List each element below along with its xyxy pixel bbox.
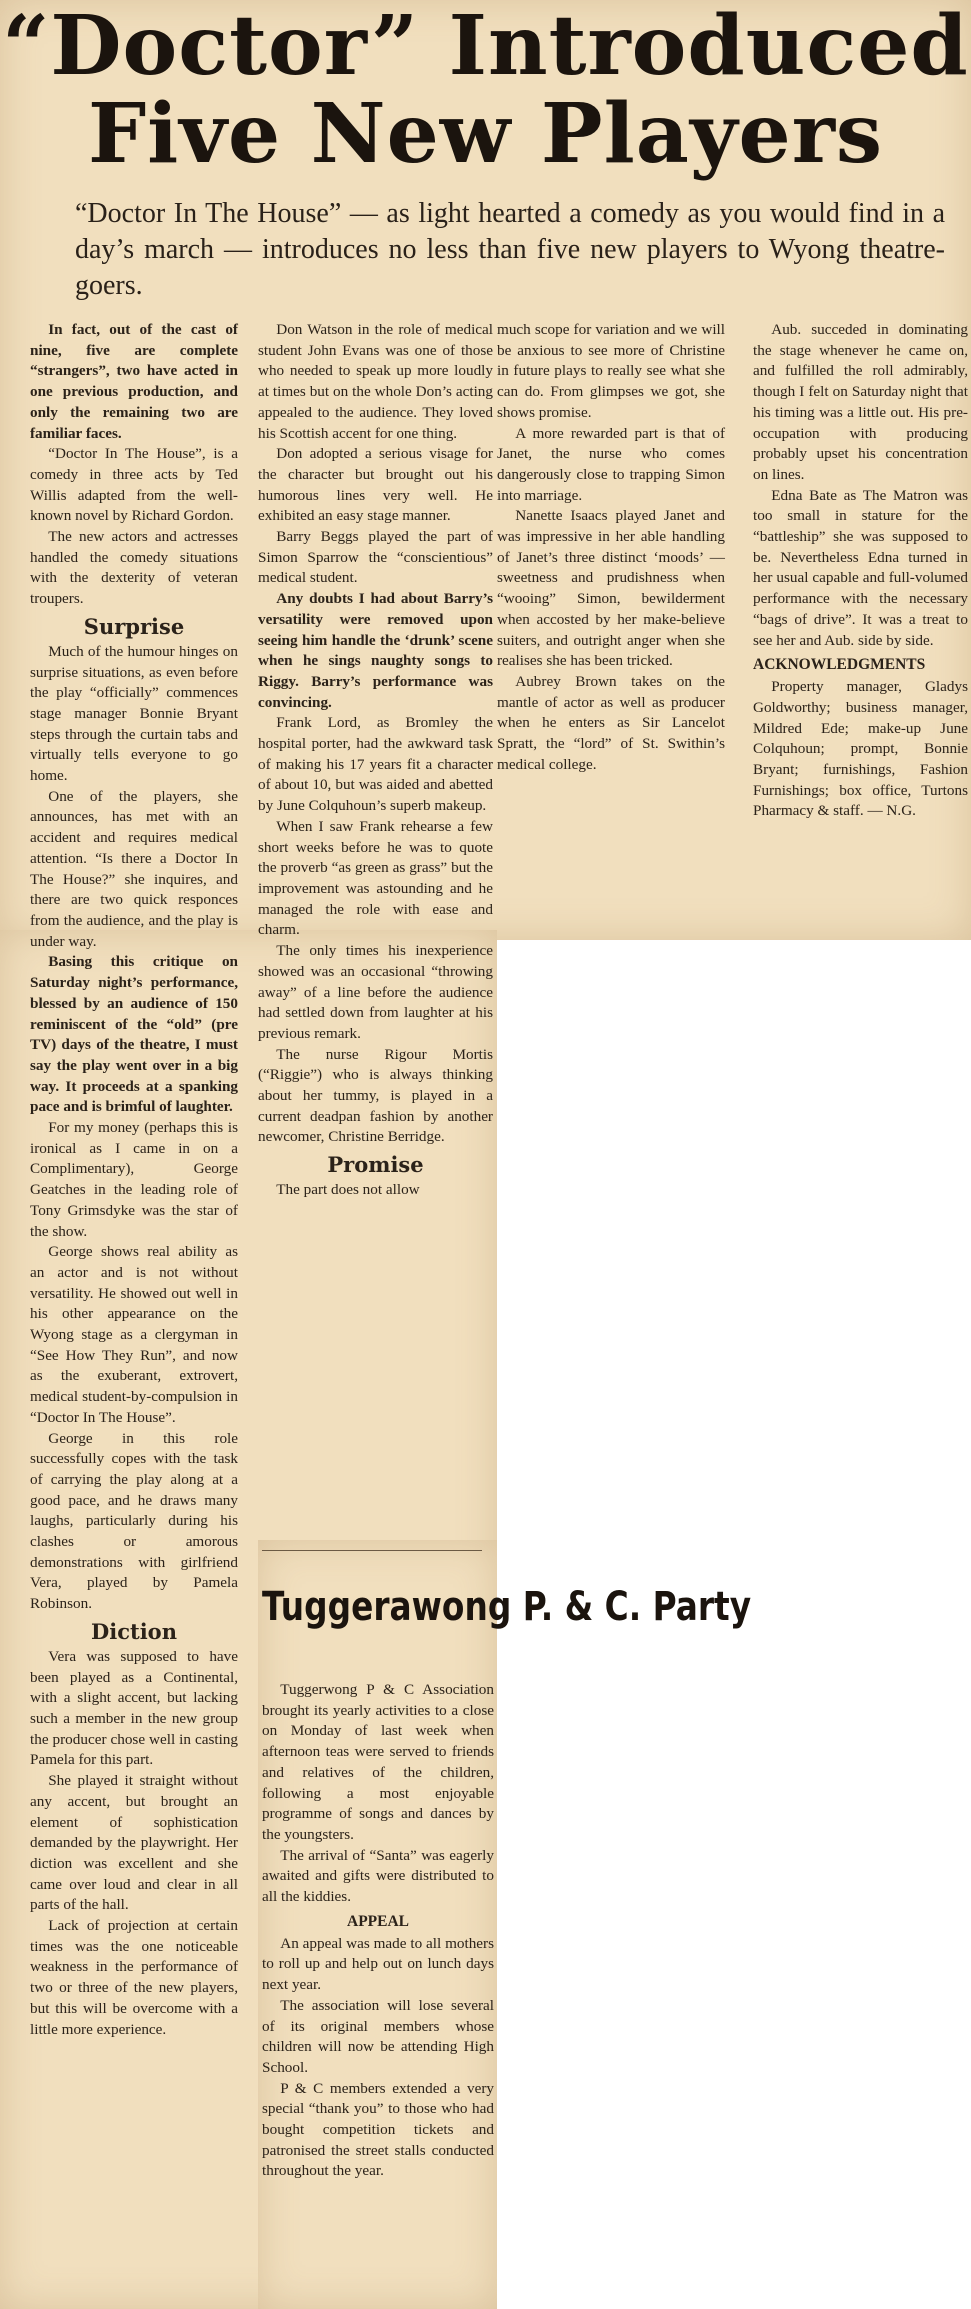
paragraph: Frank Lord, as Bromley the hospital porter, had the awkward task of making his 17 years fit a character of about 10, but was aided and abetted by June Colquhoun’s superb makeup. [258, 714, 493, 815]
paragraph: When I saw Frank rehearse a few short weeks before he was to quote the proverb “as green as grass” but the improvement was astounding and he managed the role with ease and charm. [258, 817, 493, 939]
section-divider [262, 1550, 482, 1551]
paragraph: Property manager, Gladys Goldworthy; business manager, Mildred Ede; make-up June Colquhoun; prompt, Bonnie Bryant; furnishings, Fashion Furnishings; box office, Turtons Pharmacy & staff. — N.G. [753, 678, 968, 820]
paragraph: George in this role successfully copes with the task of carrying the play along at a good pace, and he draws many laughs, particularly during his clashes or amorous demonstrations with girlfriend Vera, played by Pamela Robinson. [30, 1429, 238, 1613]
tuggerawong-headline: Tuggerawong P. & C. Party [262, 1584, 752, 1630]
paragraph: An appeal was made to all mothers to roll up and help out on lunch days next year. [262, 1934, 494, 1994]
paragraph: She played it straight without any accent, but brought an element of sophistication demanded by the playwright. Her diction was excellent and she came over loud and clear in all parts of the hall. [30, 1772, 238, 1914]
paragraph: Edna Bate as The Matron was too small in stature for the “battleship” she was supposed to be. Nevertheless Edna turned in her usual capable and full-volumed performance with the necessary “bags of drive”. It was a treat to see her and Aub. side by side. [753, 486, 968, 649]
paragraph: A more rewarded part is that of Janet, the nurse who comes dangerously close to trapping Simon into marriage. [497, 424, 725, 504]
paragraph: The arrival of “Santa” was eagerly awaited and gifts were distributed to all the kiddies. [262, 1846, 494, 1906]
subheading-acknowledgments: ACKNOWLEDGMENTS [753, 656, 926, 674]
paragraph: Don adopted a serious visage for the character but brought out his humorous lines very well. He exhibited an easy stage manner. [258, 445, 493, 525]
subheading-promise: Promise [327, 1152, 424, 1178]
paragraph: One of the players, she announces, has met with an accident and requires medical attention. “Is there a Doctor In The House?” she inquires, and there are two quick responces from the audience, and the play is under way. [30, 787, 238, 950]
paragraph: The nurse Rigour Mortis (“Riggie”) who is always thinking about her tummy, is played in a current deadpan fashion by another newcomer, Christine Berridge. [258, 1045, 493, 1146]
paragraph: The part does not allow [276, 1181, 420, 1199]
paragraph: George shows real ability as an actor and is not without versatility. He showed out well in his other appearance on the Wyong stage as a clergyman in “See How They Run”, and now as the exuberant, extrovert, medical student-by-compulsion in “Doctor In The House”. [30, 1243, 238, 1426]
paragraph: Barry Beggs played the part of Simon Sparrow the “conscientious” medical student. [258, 528, 493, 587]
paragraph: much scope for variation and we will be anxious to see more of Christine in future plays to really see what she can do. From glimpses we got, she shows promise. [497, 321, 725, 421]
paragraph: Don Watson in the role of medical student John Evans was one of those who needed to speak up more loudly at times but on the whole Don’s acting appealed to the audience. They loved his Scottish accent for one thing. [258, 321, 493, 442]
article-column-1 [30, 320, 238, 2040]
paragraph: Aubrey Brown takes on the mantle of actor as well as producer when he enters as Sir Lancelot Spratt, the “lord” of St. Swithin’s medical college. [497, 672, 725, 773]
article-column-4 [753, 320, 968, 822]
paragraph: “Doctor In The House”, is a comedy in three acts by Ted Willis adapted from the well-known novel by Richard Gordon. [30, 445, 238, 525]
paragraph: Basing this critique on Saturday night’s performance, blessed by an audience of 150 reminiscent of the “old” (pre TV) days of the theatre, I must say the play went over in a big way. It proceeds at a spanking pace and is brimful of laughter. [30, 953, 238, 1116]
subheading-diction: Diction [91, 1618, 177, 1644]
paragraph: Any doubts I had about Barry’s versatility were removed upon seeing him handle the ‘drunk’ scene when he sings naughty songs to Riggy. Barry’s performance was convincing. [258, 590, 493, 711]
subheading-surprise: Surprise [83, 613, 185, 639]
paragraph: For my money (perhaps this is ironical as I came in on a Complimentary), George Geatches in the leading role of Tony Grimsdyke was the star of the show. [30, 1119, 238, 1240]
paragraph: Tuggerwong P & C Association brought its yearly activities to a close on Monday of last week when afternoon teas were served to friends and relatives of the children, following a most enjoyable programme of songs and dances by the youngsters. [262, 1681, 494, 1843]
paragraph: Nanette Isaacs played Janet and was impressive in her able handling of Janet’s three distinct ‘moods’ — sweetness and prudishness when “wooing” Simon, bewilderment when accosted by her make-believe suiters, and outright anger when she realises she has been tricked. [497, 507, 725, 670]
paragraph: Much of the humour hinges on surprise situations, as even before the play “officially” commences stage manager Bonnie Bryant steps through the curtain tabs and virtually tells everyone to go home. [30, 642, 238, 785]
article-deck: “Doctor In The House” — as light hearted a comedy as you would find in a day’s march — introduces no less than five new players to Wyong theatre-goers. [75, 198, 945, 301]
paragraph: Aub. succeded in dominating the stage whenever he came on, and fulfilled the roll admirably, though I felt on Saturday night that his timing was a little out. His pre-occupation with producing probably upset his concentration on lines. [753, 321, 968, 483]
paragraph: Lack of projection at certain times was the one noticeable weakness in the performance of two or three of the new players, but this will be overcome with a little more experience. [30, 1917, 238, 2038]
headline-line-2: Five New Players [87, 86, 884, 182]
paragraph: The only times his inexperience showed was an occasional “throwing away” of a line before the audience had settled down from laughter at his previous remark. [258, 942, 493, 1042]
subheading-appeal: APPEAL [347, 1912, 409, 1930]
paragraph: In fact, out of the cast of nine, five are complete “strangers”, two have acted in one previous production, and only the remaining two are familiar faces. [30, 321, 238, 442]
tuggerawong-article [262, 1680, 494, 2182]
paragraph: The association will lose several of its original members whose children will now be attending High School. [262, 1996, 494, 2076]
paragraph: P & C members extended a very special “thank you” to those who had bought competition tickets and patronised the street stalls conducted throughout the year. [262, 2079, 494, 2180]
paragraph: Vera was supposed to have been played as a Continental, with a slight accent, but lacking such a member in the new group the producer chose well in casting Pamela for this part. [30, 1647, 238, 1769]
headline-line-1: “Doctor” Introduced [2, 0, 969, 94]
paragraph: The new actors and actresses handled the comedy situations with the dexterity of veteran troupers. [30, 528, 238, 608]
article-column-3 [497, 320, 725, 775]
article-column-2 [258, 320, 493, 1201]
